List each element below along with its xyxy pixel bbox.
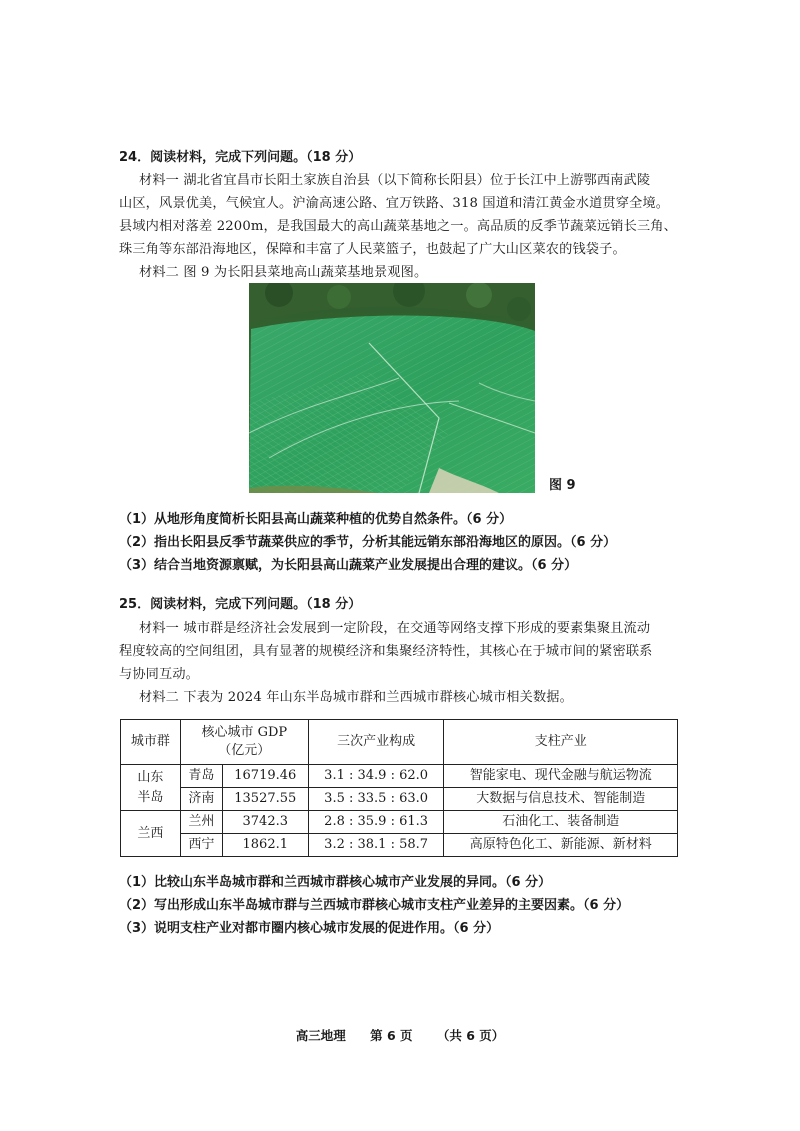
city-cell: 青岛	[180, 765, 222, 788]
table-row	[121, 765, 678, 788]
q25-material1-line2: 程度较高的空间组团，具有显著的规模经济和集聚经济特性，其核心在于城市间的紧密联系	[119, 644, 653, 659]
pillar-cell: 石油化工、装备制造	[444, 811, 678, 834]
header-industry-structure: 三次产业构成	[308, 720, 444, 765]
table-header-row	[121, 720, 678, 765]
gdp-cell: 3742.3	[222, 811, 308, 834]
footer-total-pages: （共 6 页）	[436, 1028, 505, 1043]
structure-cell: 3.2 : 38.1 : 58.7	[308, 834, 444, 857]
pillar-cell: 高原特色化工、新能源、新材料	[444, 834, 678, 857]
header-gdp-line2: （亿元）	[218, 743, 271, 758]
header-gdp-line1: 核心城市 GDP	[201, 725, 288, 740]
q24-material1-line4: 珠三角等东部沿海地区，保障和丰富了人民菜篮子，也鼓起了广大山区菜农的钱袋子。	[119, 242, 626, 257]
gdp-cell: 1862.1	[222, 834, 308, 857]
q25-question-3: （3）说明支柱产业对都市圈内核心城市发展的促进作用。（6 分）	[119, 921, 500, 936]
header-pillar-industry: 支柱产业	[444, 720, 678, 765]
header-core-city-gdp	[180, 720, 308, 765]
q24-question-1: （1）从地形角度简析长阳县高山蔬菜种植的优势自然条件。（6 分）	[119, 512, 513, 527]
q24-question-3: （3）结合当地资源禀赋，为长阳县高山蔬菜产业发展提出合理的建议。（6 分）	[119, 558, 578, 573]
footer-page-number: 第 6 页	[370, 1028, 413, 1043]
q24-question-2: （2）指出长阳县反季节蔬菜供应的季节，分析其能远销东部沿海地区的原因。（6 分）	[119, 535, 617, 550]
q24-title: 24．阅读材料，完成下列问题。（18 分）	[119, 150, 362, 165]
table-row	[121, 811, 678, 834]
q25-question-1: （1）比较山东半岛城市群和兰西城市群核心城市产业发展的异同。（6 分）	[119, 875, 552, 890]
q24-material1-line1: 材料一 湖北省宜昌市长阳土家族自治县（以下简称长阳县）位于长江中上游鄂西南武陵	[139, 173, 651, 188]
header-city-group: 城市群	[121, 720, 181, 765]
city-cell: 西宁	[180, 834, 222, 857]
q24-material1-line2: 山区，风景优美，气候宜人。沪渝高速公路、宜万铁路、318 国道和清江黄金水道贯穿全境。	[119, 196, 670, 211]
vegetable-base-photo	[249, 283, 535, 493]
table-row	[121, 788, 678, 811]
city-cluster-table	[120, 719, 678, 857]
group-shandong-cell	[121, 765, 181, 811]
footer-subject: 高三地理	[295, 1028, 346, 1043]
q25-question-2: （2）写出形成山东半岛城市群与兰西城市群核心城市支柱产业差异的主要因素。（6 分）	[119, 898, 630, 913]
gdp-cell: 16719.46	[222, 765, 308, 788]
city-cell: 济南	[180, 788, 222, 811]
group-name-line2: 半岛	[137, 789, 164, 805]
pillar-cell: 智能家电、现代金融与航运物流	[444, 765, 678, 788]
q25-material1-line3: 与协同互动。	[119, 667, 200, 682]
q24-material1-line3: 县域内相对落差 2200m，是我国最大的高山蔬菜基地之一。高品质的反季节蔬菜远销长三角、	[119, 219, 677, 234]
structure-cell: 3.5 : 33.5 : 63.0	[308, 788, 444, 811]
table-row	[121, 834, 678, 857]
q25-material2: 材料二 下表为 2024 年山东半岛城市群和兰西城市群核心城市相关数据。	[139, 690, 573, 705]
group-name-line1: 山东	[137, 769, 164, 785]
page-footer	[0, 1026, 800, 1044]
structure-cell: 2.8 : 35.9 : 61.3	[308, 811, 444, 834]
group-lanxi-cell: 兰西	[121, 811, 181, 857]
q25-material1-line1: 材料一 城市群是经济社会发展到一定阶段，在交通等网络支撑下形成的要素集聚且流动	[139, 621, 651, 636]
city-cell: 兰州	[180, 811, 222, 834]
q25-title: 25．阅读材料，完成下列问题。（18 分）	[119, 597, 362, 612]
figure-9-label: 图 9	[549, 478, 576, 493]
pillar-cell: 大数据与信息技术、智能制造	[444, 788, 678, 811]
q24-material2: 材料二 图 9 为长阳县菜地高山蔬菜基地景观图。	[139, 265, 428, 280]
structure-cell: 3.1 : 34.9 : 62.0	[308, 765, 444, 788]
gdp-cell: 13527.55	[222, 788, 308, 811]
